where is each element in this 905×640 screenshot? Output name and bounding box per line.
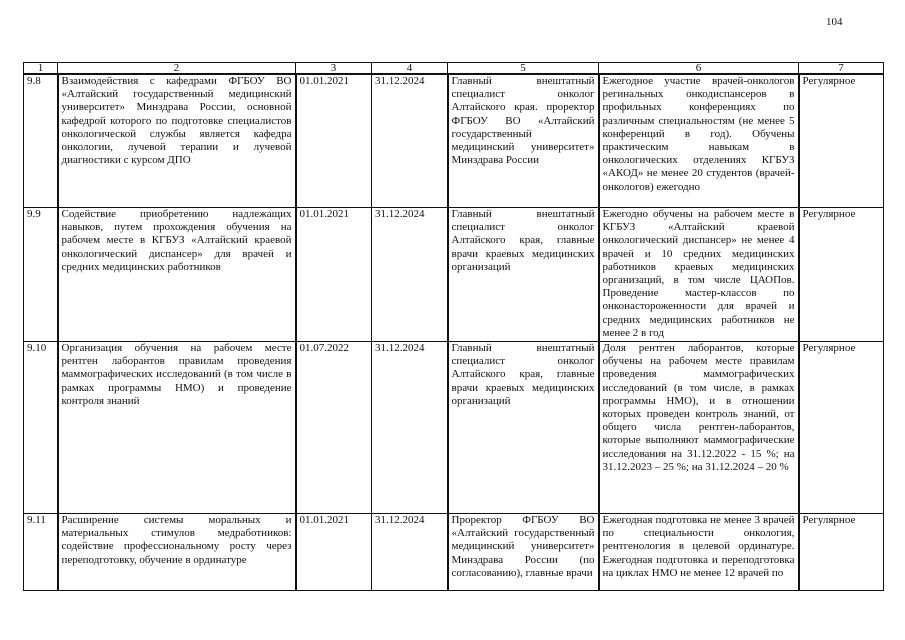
end-date: 31.12.2024 <box>372 514 448 591</box>
responsible-party: Главный внештатный специалист онколог Алтайского края. проректор ФГБОУ ВО «Алтайский государственный медицинский университет» Минздрава России <box>448 74 599 208</box>
row-number: 9.8 <box>24 74 58 208</box>
activity-description: Расширение системы моральных и материальных стимулов медработников: содействие профессиональному росту через переподготовку, обучение в ординатуре <box>58 514 296 591</box>
activity-plan-table <box>23 62 884 591</box>
start-date: 01.01.2021 <box>296 74 372 208</box>
table-row <box>24 74 884 208</box>
row-number: 9.11 <box>24 514 58 591</box>
column-header: 7 <box>799 63 884 75</box>
column-header: 2 <box>58 63 296 75</box>
expected-result: Ежегодное участие врачей-онкологов регинальных онкодиспансеров в профильных конференциях по различным специальностям (не менее 5 конференций в год). Обучены практическим навыкам в онкологических отделениях КГБУЗ «АКОД» не менее 20 студентов (врачей-онкологов) ежегодно <box>599 74 799 208</box>
column-header: 6 <box>599 63 799 75</box>
periodicity: Регулярное <box>799 342 884 514</box>
column-header: 3 <box>296 63 372 75</box>
activity-description: Организация обучения на рабочем месте рентген лаборантов правилам проведения маммографических исследований (в том числе в рамках программы НМО) и проведение контроля знаний <box>58 342 296 514</box>
start-date: 01.01.2021 <box>296 208 372 342</box>
responsible-party: Главный внештатный специалист онколог Алтайского края, главные врачи краевых медицинских организаций <box>448 342 599 514</box>
end-date: 31.12.2024 <box>372 74 448 208</box>
responsible-party: Проректор ФГБОУ ВО «Алтайский государственный медицинский университет» Минздрава России (по согласованию), главные врачи <box>448 514 599 591</box>
periodicity: Регулярное <box>799 74 884 208</box>
periodicity: Регулярное <box>799 514 884 591</box>
column-header: 5 <box>448 63 599 75</box>
expected-result: Ежегодно обучены на рабочем месте в КГБУЗ «Алтайский краевой онкологический диспансер» не менее 4 врачей и 10 средних медицинских работников краевых медицинских организаций, в том числе ЦАОПов. Проведение мастер-классов по онконастороженности для врачей и средних медицинских работников не менее 2 в год <box>599 208 799 342</box>
start-date: 01.07.2022 <box>296 342 372 514</box>
column-header: 4 <box>372 63 448 75</box>
expected-result: Ежегодная подготовка не менее 3 врачей по специальности онкология, рентгенология в целевой ординатуре. Ежегодная подготовка и переподготовка на циклах НМО не менее 12 врачей по <box>599 514 799 591</box>
page-number: 104 <box>826 16 843 28</box>
table-row <box>24 514 884 591</box>
column-header: 1 <box>24 63 58 75</box>
responsible-party: Главный внештатный специалист онколог Алтайского края, главные врачи краевых медицинских организаций <box>448 208 599 342</box>
table-row <box>24 342 884 514</box>
end-date: 31.12.2024 <box>372 342 448 514</box>
row-number: 9.10 <box>24 342 58 514</box>
table-row <box>24 208 884 342</box>
start-date: 01.01.2021 <box>296 514 372 591</box>
expected-result: Доля рентген лаборантов, которые обучены на рабочем месте правилам проведения маммографических исследований (в том числе, в рамках программы НМО), и в отношении которых проведен контроль знаний, от общего числа рентген-лаборантов, которые выполняют маммографические исследования на 31.12.2022 - 15 %; на 31.12.2023 – 25 %; на 31.12.2024 – 20 % <box>599 342 799 514</box>
activity-description: Содействие приобретению надлежащих навыков, путем прохождения обучения на рабочем месте в КГБУЗ «Алтайский краевой онкологический диспансер» для врачей и средних медицинских работников <box>58 208 296 342</box>
activity-description: Взаимодействия с кафедрами ФГБОУ ВО «Алтайский государственный медицинский университет» Минздрава России, основной кафедрой которого по подготовке специалистов онкологической службы является кафедра онкологии, лучевой терапии и лучевой диагностики с курсом ДПО <box>58 74 296 208</box>
table-header-row <box>24 63 884 75</box>
row-number: 9.9 <box>24 208 58 342</box>
periodicity: Регулярное <box>799 208 884 342</box>
end-date: 31.12.2024 <box>372 208 448 342</box>
